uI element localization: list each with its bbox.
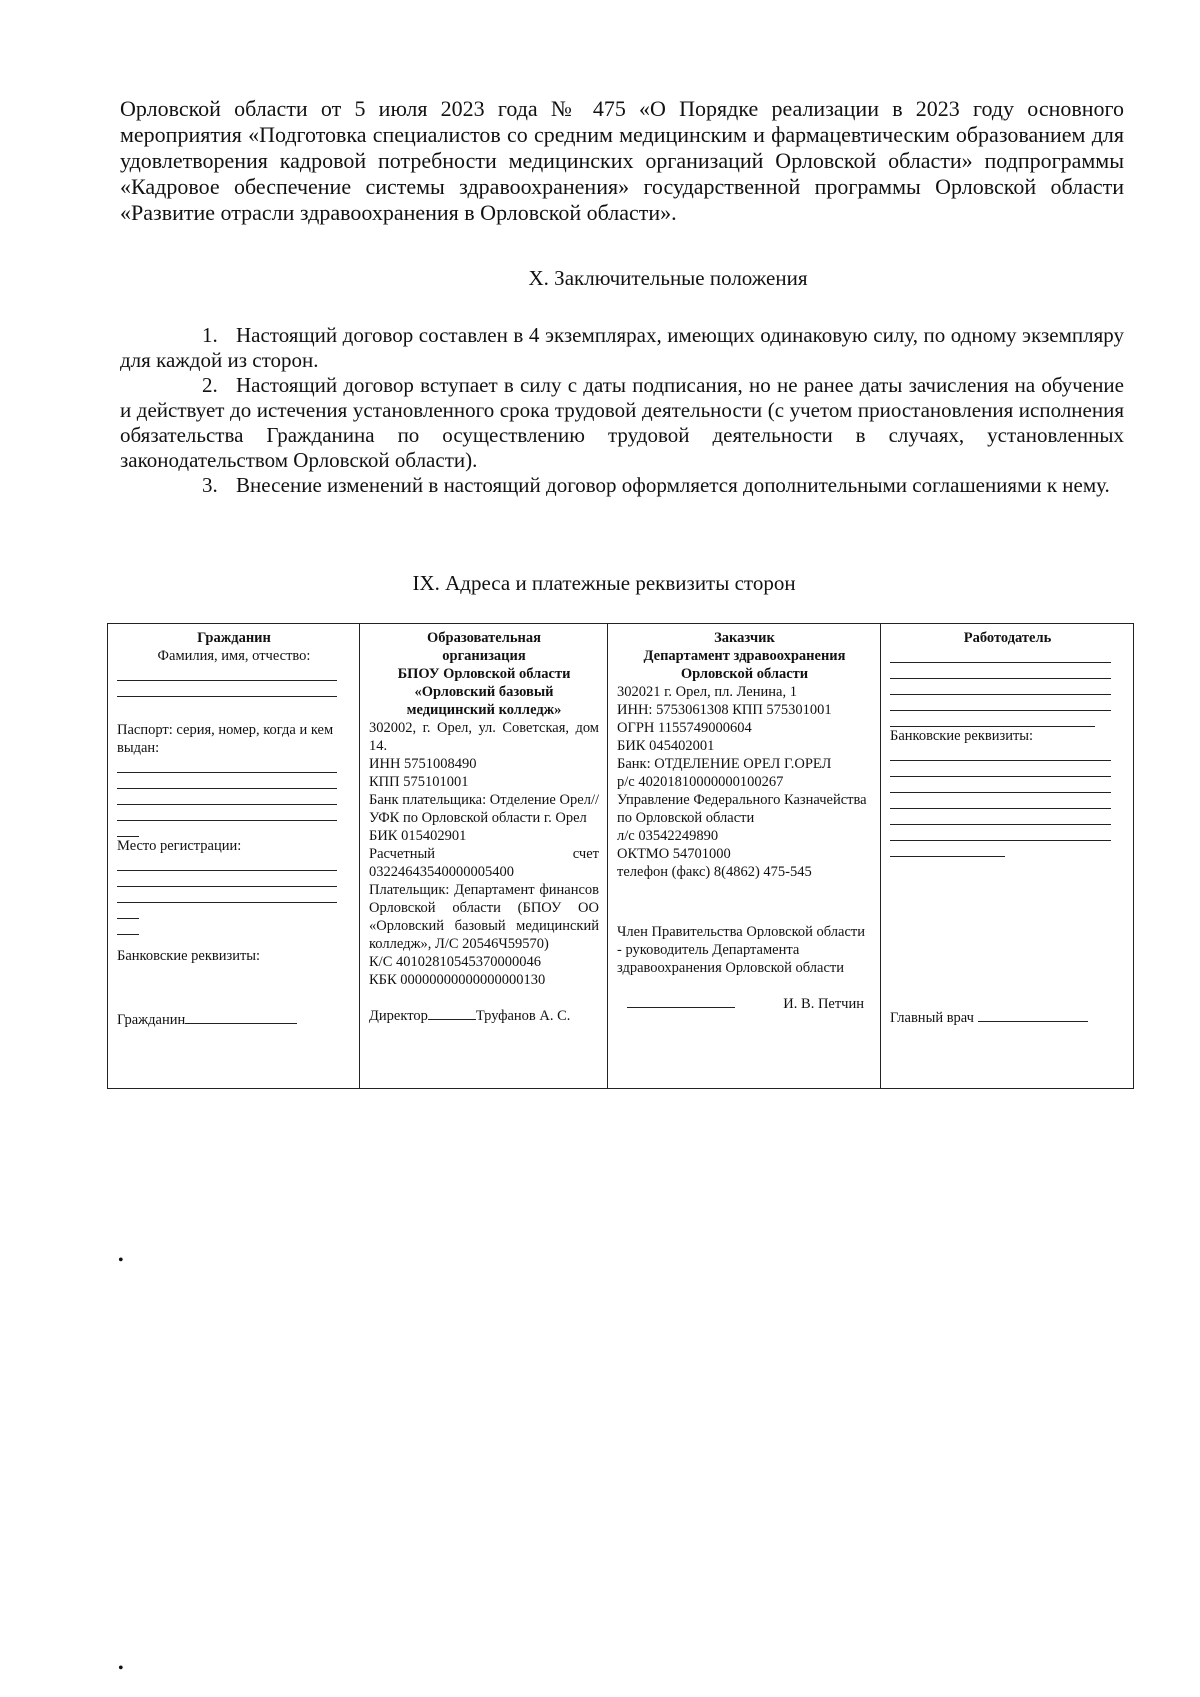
citizen-signature: [117, 1011, 351, 1029]
customer-inn-kpp: ИНН: 5753061308 КПП 575301001: [617, 702, 832, 718]
customer-oktmo: ОКТМО 54701000: [617, 846, 731, 862]
customer-title-line: Заказчик: [714, 630, 775, 646]
customer-title-line: Департамент здравоохранения: [643, 648, 846, 664]
fill-line: [890, 679, 1111, 695]
scan-dot: •: [118, 1660, 124, 1677]
customer-signer: Член Правительства Орловской области - руководитель Департамента здравоохранения Орловской области: [617, 924, 865, 976]
college-kbk: КБК 00000000000000000130: [369, 972, 546, 988]
college-column: [360, 624, 608, 1089]
spacer: [117, 709, 351, 721]
fill-line: [117, 887, 337, 903]
clause-number: 2.: [202, 373, 218, 397]
employer-column: [881, 624, 1134, 1089]
college-address: 302002, г. Орел, ул. Советская, дом 14.: [369, 720, 599, 754]
fill-line: [890, 841, 1005, 857]
spacer: [117, 697, 351, 709]
spacer: [617, 909, 872, 923]
clause-number: 3.: [202, 473, 218, 497]
college-payer: Плательщик: Департамент финансов Орловской области (БПОУ ОО «Орловский базовый медицинский колледж», Л/С 20546Ч59570): [369, 882, 599, 952]
fill-line: [890, 809, 1111, 825]
signature-line[interactable]: [185, 1023, 297, 1024]
employer-sign-label: Главный врач: [890, 1010, 974, 1026]
fill-line: [890, 761, 1111, 777]
fill-line: [117, 821, 139, 837]
spacer: [117, 965, 351, 979]
customer-signature: [617, 995, 872, 1013]
fill-line: [117, 757, 337, 773]
citizen-sign-label: Гражданин: [117, 1012, 186, 1028]
fill-line: [890, 695, 1111, 711]
spacer: [617, 977, 872, 991]
fill-line: [117, 903, 139, 919]
signature-line[interactable]: [428, 1019, 476, 1020]
customer-treasury: Управление Федерального Казначейства по Орловской области: [617, 792, 867, 826]
requisites-table: [107, 623, 1134, 1089]
fill-line: [890, 647, 1111, 663]
signature-line[interactable]: [627, 1007, 735, 1008]
clause-3: [120, 473, 1124, 498]
employer-title: Работодатель: [963, 630, 1052, 646]
college-bik: БИК 015402901: [369, 828, 467, 844]
spacer: [890, 857, 1125, 1005]
clause-1: [120, 323, 1124, 373]
college-sign-label: Директор: [369, 1008, 428, 1024]
college-title-line: «Орловский базовый: [414, 684, 554, 700]
customer-title-line: Орловской области: [680, 666, 809, 682]
spacer: [117, 993, 351, 1007]
clause-text: Настоящий договор вступает в силу с даты подписания, но не ранее даты зачисления на обучение и действует до истечения установленного срока трудовой деятельности (с учетом приостановления исполнения обязательства Гражданина по осуществлению трудовой деятельности в случаях, установленных законодательством Орловской области).: [120, 373, 1124, 472]
college-account: 03224643540000005400: [369, 864, 514, 880]
customer-bik: БИК 045402001: [617, 738, 715, 754]
intro-paragraph: Орловской области от 5 июля 2023 года № 475 «О Порядке реализации в 2023 году основного мероприятия «Подготовка специалистов со средним медицинским и фармацевтическим образованием для удовлетворения кадровой потребности медицинских организаций Орловской области» подпрограммы «Кадровое обеспечение системы здравоохранения» государственной программы Орловской области «Развитие отрасли здравоохранения в Орловской области».: [120, 96, 1124, 225]
employer-signature: [890, 1009, 1125, 1027]
citizen-registration-label: Место регистрации:: [117, 838, 242, 854]
fill-line: [117, 773, 337, 789]
fill-line: [117, 805, 337, 821]
college-inn: ИНН 5751008490: [369, 756, 477, 772]
fill-line: [890, 777, 1111, 793]
final-section-title: X. Заключительные положения: [528, 266, 808, 290]
fill-line: [117, 855, 337, 871]
clause-text: Внесение изменений в настоящий договор оформляется дополнительными соглашениями к нему.: [236, 473, 1110, 497]
fill-line: [117, 919, 139, 935]
customer-ls: л/с 03542249890: [617, 828, 719, 844]
college-title-line: медицинский колледж»: [406, 702, 562, 718]
clause-2: [120, 373, 1124, 473]
scan-dot: •: [118, 1252, 124, 1269]
fill-line: [890, 745, 1111, 761]
spacer: [617, 881, 872, 895]
college-title-line: БПОУ Орловской области: [397, 666, 571, 682]
spacer: [117, 935, 351, 947]
customer-address: 302021 г. Орел, пл. Ленина, 1: [617, 684, 797, 700]
customer-column: [608, 624, 881, 1089]
spacer: [617, 895, 872, 909]
customer-sign-name: И. В. Петчин: [783, 996, 864, 1012]
spacer: [117, 979, 351, 993]
fill-line: [890, 711, 1095, 727]
customer-rs: р/с 40201810000000100267: [617, 774, 784, 790]
fill-line: [117, 871, 337, 887]
fill-line: [890, 793, 1111, 809]
signature-line[interactable]: [978, 1021, 1088, 1022]
citizen-title: Гражданин: [197, 630, 271, 646]
customer-ogrn: ОГРН 1155749000604: [617, 720, 752, 736]
citizen-column: [108, 624, 360, 1089]
college-account-word: счет: [572, 846, 599, 862]
clause-text: Настоящий договор составлен в 4 экземплярах, имеющих одинаковую силу, по одному экземпляру для каждой из сторон.: [120, 323, 1124, 372]
citizen-fio-label: Фамилия, имя, отчество:: [157, 648, 311, 664]
college-account-label-row: [369, 845, 599, 863]
customer-bank: Банк: ОТДЕЛЕНИЕ ОРЕЛ Г.ОРЕЛ: [617, 756, 832, 772]
customer-phone: телефон (факс) 8(4862) 475-545: [617, 864, 812, 880]
college-title-line: организация: [442, 648, 526, 664]
college-title-line: Образовательная: [427, 630, 541, 646]
college-signature: [369, 1007, 599, 1025]
employer-bank-label: Банковские реквизиты:: [890, 728, 1034, 744]
college-account-label: Расчетный: [369, 846, 435, 862]
college-sign-name: Труфанов А. С.: [475, 1008, 571, 1024]
fill-line: [117, 789, 337, 805]
address-section-title: IX. Адреса и платежные реквизиты сторон: [412, 571, 796, 595]
fill-line: [890, 663, 1111, 679]
fill-line: [117, 681, 337, 697]
final-clauses: [120, 323, 1124, 498]
citizen-passport-label: Паспорт: серия, номер, когда и кем выдан:: [117, 722, 334, 756]
fill-line: [117, 665, 337, 681]
college-ks: К/С 40102810545370000046: [369, 954, 541, 970]
spacer: [369, 989, 599, 1003]
college-bank: Банк плательщика: Отделение Орел//УФК по Орловской области г. Орел: [369, 792, 599, 826]
citizen-bank-label: Банковские реквизиты:: [117, 948, 261, 964]
clause-number: 1.: [202, 323, 218, 347]
college-kpp: КПП 575101001: [369, 774, 469, 790]
fill-line: [890, 825, 1111, 841]
